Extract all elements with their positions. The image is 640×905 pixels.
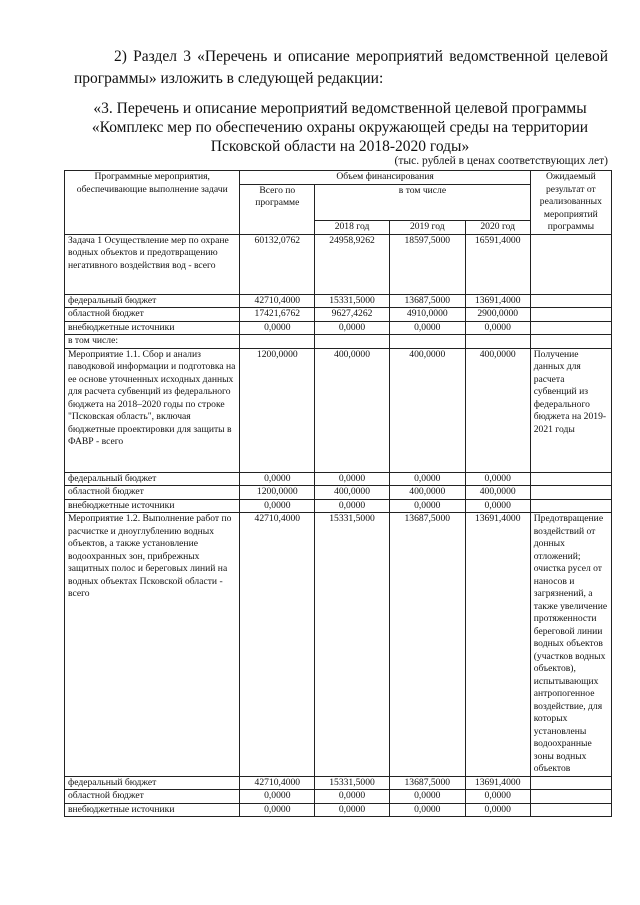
measure2-2018: 15331,5000	[315, 513, 390, 777]
header-including: в том числе	[315, 184, 531, 221]
heading-line-2: «Комплекс мер по обеспечению охраны окружающей среды на территории	[91, 119, 589, 136]
row-result	[530, 486, 611, 500]
table-row-in-total	[65, 335, 612, 349]
table-row-measure-1-2	[65, 513, 612, 777]
empty-cell	[240, 335, 315, 349]
row-total: 0,0000	[240, 499, 315, 513]
row-total: 1200,0000	[240, 486, 315, 500]
measure2-total: 42710,4000	[240, 513, 315, 777]
row-2018: 15331,5000	[315, 294, 390, 308]
header-activities: Программные мероприятия, обеспечивающие выполнение задачи	[65, 171, 240, 235]
heading-line-3: Псковской области на 2018-2020 годы»	[210, 138, 470, 155]
task1-2018: 24958,9262	[315, 234, 390, 294]
row-total: 42710,4000	[240, 294, 315, 308]
row-label: внебюджетные источники	[65, 499, 240, 513]
row-2020: 13691,4000	[465, 776, 530, 790]
row-result	[530, 294, 611, 308]
row-label: областной бюджет	[65, 486, 240, 500]
measure2-text: Мероприятие 1.2. Выполнение работ по расчистке и дноуглублению водных объектов, а также установление водоохранных зон, прибрежных защитных полос и береговых линий на водных объектах Псковской области - всего	[65, 513, 240, 777]
measure1-result: Получение данных для расчета субвенций из федерального бюджета на 2019-2021 годы	[530, 348, 611, 472]
row-2018: 0,0000	[315, 803, 390, 817]
row-label: областной бюджет	[65, 308, 240, 322]
row-result	[530, 776, 611, 790]
header-total: Всего по программе	[240, 184, 315, 234]
task1-text: Задача 1 Осуществление мер по охране водных объектов и предотвращению негативного воздействия вод - всего	[65, 234, 240, 294]
row-2020: 0,0000	[465, 803, 530, 817]
row-label: федеральный бюджет	[65, 294, 240, 308]
table-row-measure-1-1	[65, 348, 612, 472]
header-2018: 2018 год	[315, 221, 390, 235]
row-2018: 400,0000	[315, 486, 390, 500]
row-total: 42710,4000	[240, 776, 315, 790]
row-total: 0,0000	[240, 321, 315, 335]
row-result	[530, 499, 611, 513]
row-2020: 0,0000	[465, 790, 530, 804]
measure1-2018: 400,0000	[315, 348, 390, 472]
row-label: внебюджетные источники	[65, 321, 240, 335]
row-2020: 13691,4000	[465, 294, 530, 308]
row-result	[530, 803, 611, 817]
row-2019: 13687,5000	[389, 294, 465, 308]
row-total: 0,0000	[240, 790, 315, 804]
table-row	[65, 308, 612, 322]
row-2019: 4910,0000	[389, 308, 465, 322]
row-2020: 0,0000	[465, 321, 530, 335]
header-2020: 2020 год	[465, 221, 530, 235]
table-row	[65, 321, 612, 335]
row-2018: 0,0000	[315, 472, 390, 486]
empty-cell	[315, 335, 390, 349]
measure1-total: 1200,0000	[240, 348, 315, 472]
measure2-result: Предотвращение воздействий от донных отложений; очистка русел от наносов и загрязнений, а также увеличение протяженности береговой линии водных объектов (участков водных объектов), испытывающих антропогенное воздействие, для которых установлены водоохранные зоны водных объектов	[530, 513, 611, 777]
heading-line-1: «3. Перечень и описание мероприятий ведомственной целевой программы	[93, 100, 587, 117]
row-label: областной бюджет	[65, 790, 240, 804]
row-2019: 0,0000	[389, 803, 465, 817]
row-2020: 0,0000	[465, 499, 530, 513]
table-row	[65, 486, 612, 500]
task1-2020: 16591,4000	[465, 234, 530, 294]
table-row-task1	[65, 234, 612, 294]
table-row	[65, 472, 612, 486]
task1-2019: 18597,5000	[389, 234, 465, 294]
table-row	[65, 499, 612, 513]
task1-total: 60132,0762	[240, 234, 315, 294]
empty-cell	[530, 335, 611, 349]
units-note: (тыс. рублей в ценах соответствующих лет)	[394, 155, 608, 167]
row-total: 0,0000	[240, 803, 315, 817]
table-row	[65, 803, 612, 817]
row-2019: 0,0000	[389, 472, 465, 486]
intro-paragraph	[74, 46, 608, 90]
header-funding: Объем финансирования	[240, 171, 530, 185]
measure2-2020: 13691,4000	[465, 513, 530, 777]
measure1-2019: 400,0000	[389, 348, 465, 472]
in-total-label: в том числе:	[65, 335, 240, 349]
row-result	[530, 472, 611, 486]
row-2018: 0,0000	[315, 790, 390, 804]
table-row	[65, 790, 612, 804]
row-label: внебюджетные источники	[65, 803, 240, 817]
table-row	[65, 776, 612, 790]
row-2019: 0,0000	[389, 790, 465, 804]
row-2018: 9627,4262	[315, 308, 390, 322]
measure1-2020: 400,0000	[465, 348, 530, 472]
empty-cell	[389, 335, 465, 349]
row-2019: 0,0000	[389, 499, 465, 513]
program-table	[64, 170, 612, 817]
row-2019: 0,0000	[389, 321, 465, 335]
row-label: федеральный бюджет	[65, 776, 240, 790]
row-2018: 0,0000	[315, 499, 390, 513]
section-heading	[70, 99, 610, 156]
row-2020: 0,0000	[465, 472, 530, 486]
table-row	[65, 294, 612, 308]
header-result: Ожидаемый результат от реализованных мероприятий программы	[530, 171, 611, 235]
row-2018: 15331,5000	[315, 776, 390, 790]
row-2019: 400,0000	[389, 486, 465, 500]
header-row-1	[65, 171, 612, 185]
row-2019: 13687,5000	[389, 776, 465, 790]
row-label: федеральный бюджет	[65, 472, 240, 486]
measure2-2019: 13687,5000	[389, 513, 465, 777]
row-result	[530, 321, 611, 335]
row-2020: 2900,0000	[465, 308, 530, 322]
measure1-text: Мероприятие 1.1. Сбор и анализ паводковой информации и подготовка на ее основе уточненных исходных данных для расчета субвенций из федерального бюджета на 2018–2020 годы по строке "Псковская область", включая бюджетные проектировки для защиты в ФАВР - всего	[65, 348, 240, 472]
intro-text: 2) Раздел 3 «Перечень и описание мероприятий ведомственной целевой программы» изложить в следующей редакции:	[74, 48, 608, 87]
header-2019: 2019 год	[389, 221, 465, 235]
row-total: 0,0000	[240, 472, 315, 486]
empty-cell	[465, 335, 530, 349]
task1-result	[530, 234, 611, 294]
row-2020: 400,0000	[465, 486, 530, 500]
row-result	[530, 308, 611, 322]
row-2018: 0,0000	[315, 321, 390, 335]
row-total: 17421,6762	[240, 308, 315, 322]
row-result	[530, 790, 611, 804]
